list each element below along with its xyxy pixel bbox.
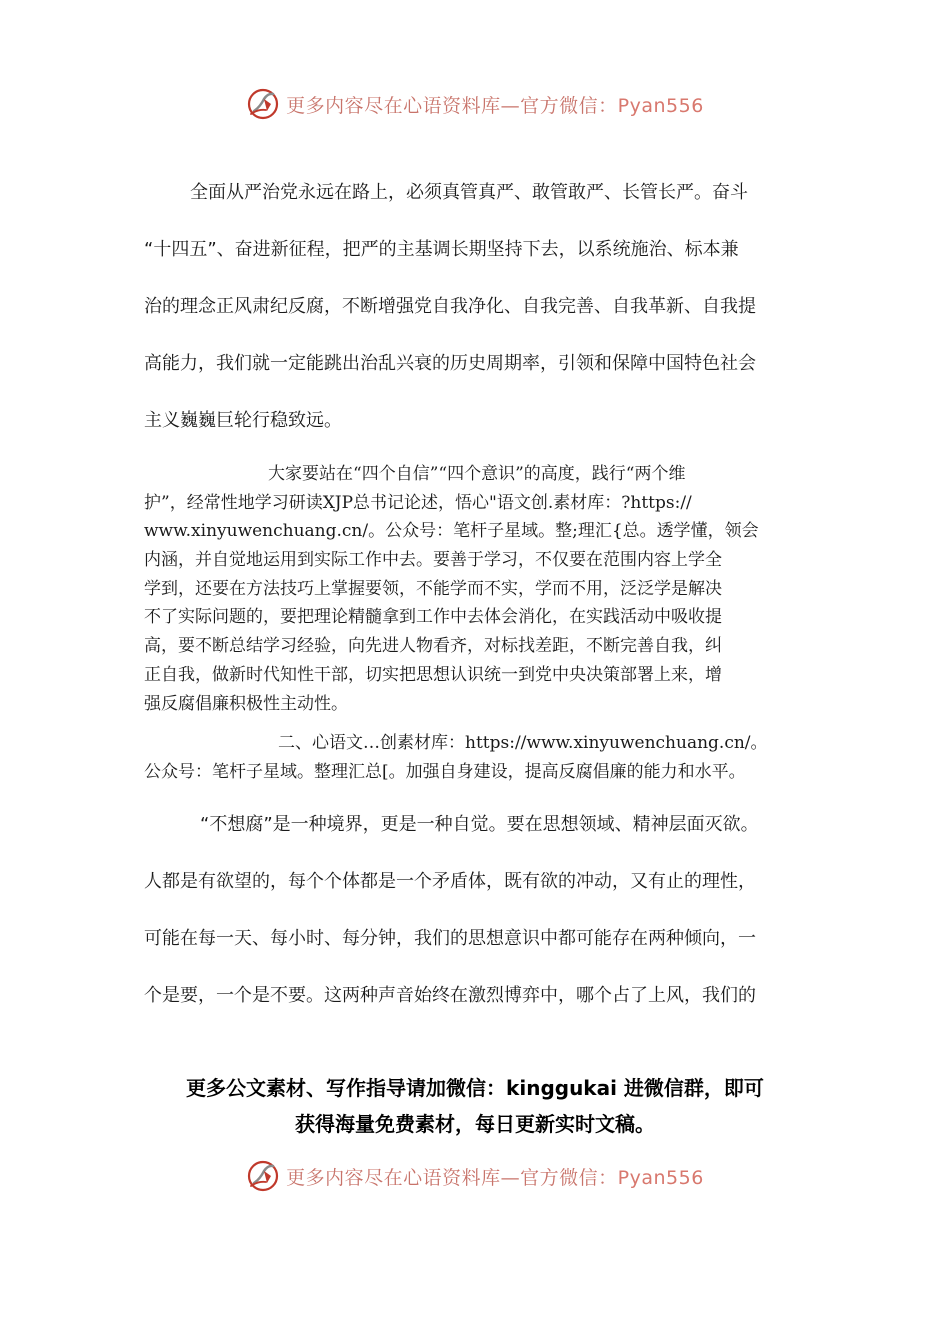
text-line: 全面从严治党永远在路上，必须真管真严、敢管敢严、长管长严。奋斗 bbox=[190, 182, 748, 203]
text-line: 高能力，我们就一定能跳出治乱兴衰的历史周期率，引领和保障中国特色社会 bbox=[144, 353, 756, 374]
text-line: 人都是有欲望的，每个个体都是一个矛盾体，既有欲的冲动，又有止的理性， bbox=[144, 871, 756, 892]
text-line: 强反腐倡廉积极性主动性。 bbox=[144, 693, 348, 714]
paragraph-4 bbox=[144, 805, 800, 1033]
cta-line-2: 获得海量免费素材，每日更新实时文稿。 bbox=[295, 1112, 655, 1136]
banner-handle: Pyan556 bbox=[617, 94, 704, 117]
text-line: 正自我，做新时代知性干部，切实把思想认识统一到党中央决策部署上来，增 bbox=[144, 664, 722, 685]
text-line: 二、心语文…创素材库：https://www.xinyuwenchuang.cn/。 bbox=[278, 733, 768, 753]
text-line: 公众号：笔杆子星域。整理汇总[。加强自身建设，提高反腐倡廉的能力和水平。 bbox=[144, 761, 746, 782]
footer-cta bbox=[0, 1070, 950, 1142]
paragraph-1 bbox=[144, 173, 800, 458]
text-line: 不了实际问题的，要把理论精髓拿到工作中去体会消化，在实践活动中吸收提 bbox=[144, 607, 722, 628]
text-line: 学到，还要在方法技巧上掌握要领，不能学而不实，学而不用，泛泛学是解决 bbox=[144, 578, 722, 599]
text-line: www.xinyuwenchuang.cn/。公众号：笔杆子星域。整;理汇{总。透学懂，领会 bbox=[144, 521, 759, 542]
banner-text: 更多内容尽在心语资料库—官方微信：Pyan556 bbox=[286, 1166, 704, 1189]
text-line: 高，要不断总结学习经验，向先进人物看齐，对标找差距，不断完善自我，纠 bbox=[144, 636, 722, 657]
text-line: 治的理念正风肃纪反腐，不断增强党自我净化、自我完善、自我革新、自我提 bbox=[144, 296, 756, 317]
paragraph-2 bbox=[144, 460, 814, 718]
footer-banner bbox=[0, 1156, 950, 1196]
text-line: 内涵，并自觉地运用到实际工作中去。要善于学习，不仅要在范围内容上学全 bbox=[144, 550, 722, 571]
header-banner bbox=[0, 84, 950, 124]
text-line: 护”，经常性地学习研读XJP总书记论述，悟心"语文创.素材库：?https:// bbox=[144, 492, 692, 513]
text-line: 可能在每一天、每小时、每分钟，我们的思想意识中都可能存在两种倾向，一 bbox=[144, 928, 756, 949]
banner-handle: Pyan556 bbox=[617, 1166, 704, 1189]
text-line: “十四五”、奋进新征程，把严的主基调长期坚持下去，以系统施治、标本兼 bbox=[144, 239, 739, 260]
banner-text: 更多内容尽在心语资料库—官方微信：Pyan556 bbox=[286, 94, 704, 117]
cta-line-1: 更多公文素材、写作指导请加微信：kinggukai 进微信群，即可 bbox=[186, 1076, 764, 1100]
pen-logo-icon bbox=[246, 87, 280, 121]
text-line: 主义巍巍巨轮行稳致远。 bbox=[144, 410, 342, 431]
text-line: “不想腐”是一种境界，更是一种自觉。要在思想领域、精神层面灭欲。 bbox=[200, 814, 759, 835]
paragraph-3 bbox=[144, 729, 814, 786]
pen-logo-icon bbox=[246, 1159, 280, 1193]
text-line: 个是要，一个是不要。这两种声音始终在激烈博弈中，哪个占了上风，我们的 bbox=[144, 985, 756, 1006]
text-line: 大家要站在“四个自信”“四个意识”的高度，践行“两个维 bbox=[268, 464, 686, 484]
